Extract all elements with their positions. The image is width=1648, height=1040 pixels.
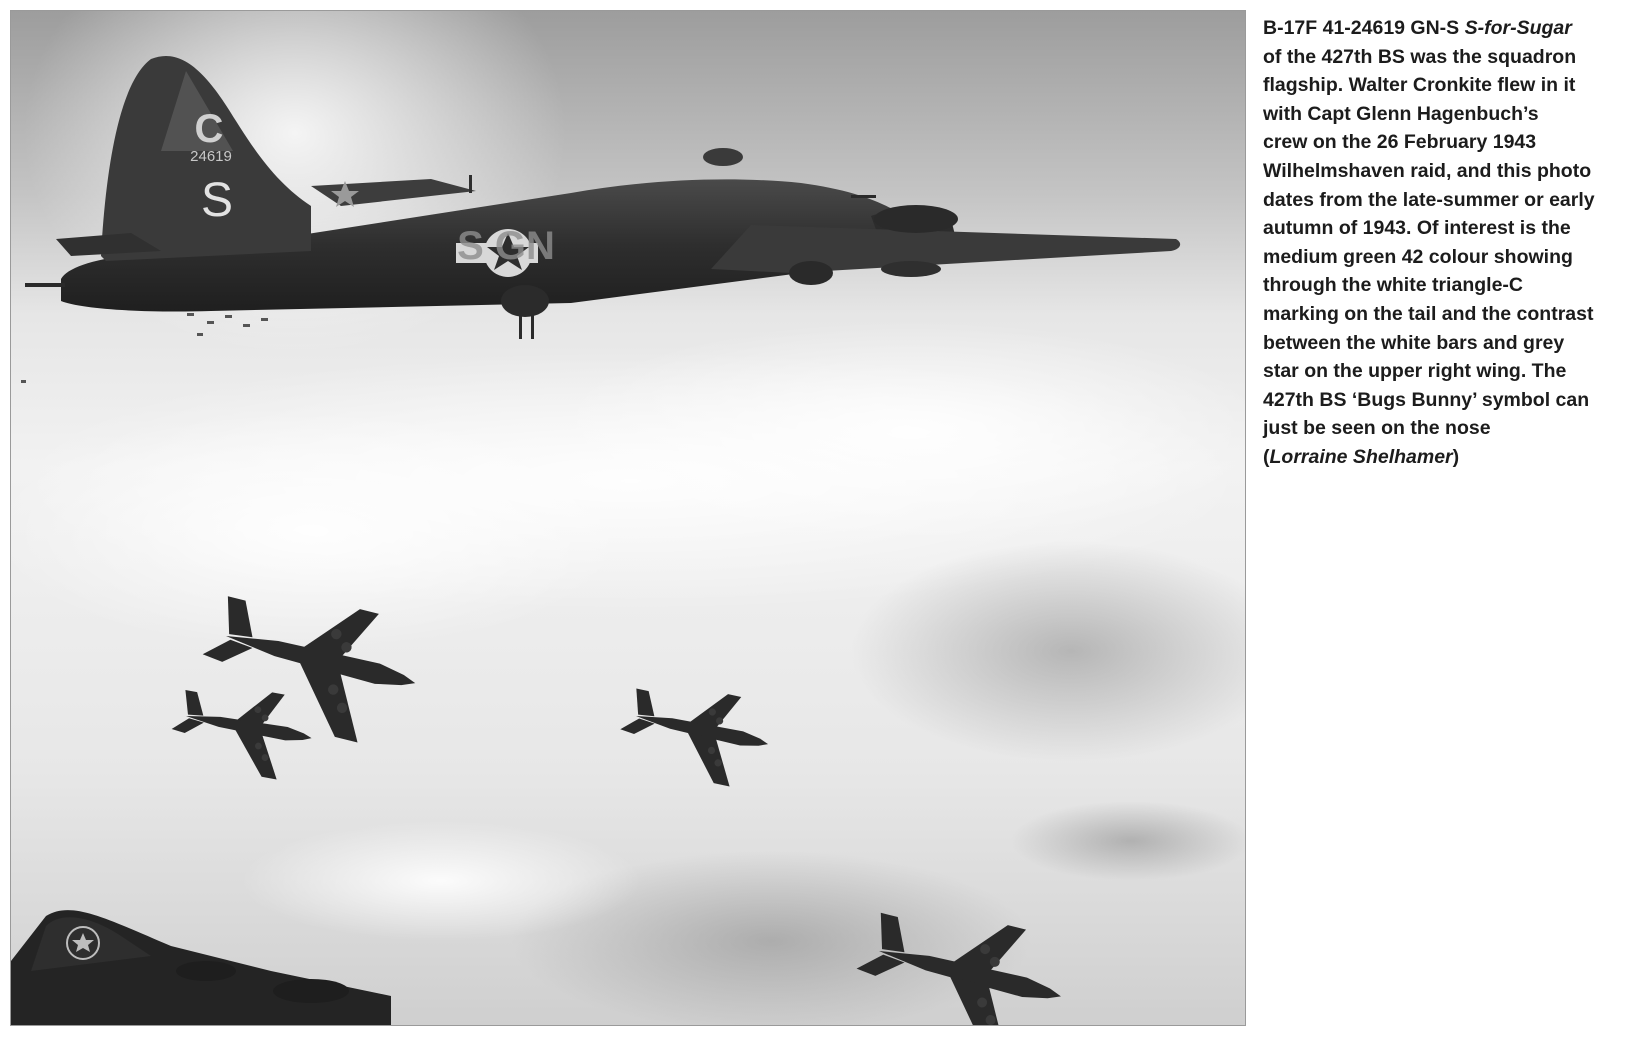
caption-line-2: of the 427th BS was the squadron (1263, 45, 1577, 68)
tail-code: S (200, 174, 234, 227)
caption-line-4: with Capt Glenn Hagenbuch’s (1263, 102, 1539, 125)
caption-line-6: Wilhelmshaven raid, and this photo (1263, 159, 1592, 182)
photograph (10, 10, 1246, 1026)
fuselage-code: S GN (457, 224, 555, 268)
caption-line-11: marking on the tail and the contrast (1263, 302, 1594, 325)
b17-formation-photo (11, 11, 1245, 1025)
caption-line-3: flagship. Walter Cronkite flew in it (1263, 74, 1576, 97)
caption-line-8: autumn of 1943. Of interest is the (1263, 217, 1571, 240)
caption-line-5: crew on the 26 February 1943 (1263, 131, 1537, 154)
photo-caption (1263, 14, 1643, 472)
caption-line-14: 427th BS ‘Bugs Bunny’ symbol can (1263, 388, 1590, 411)
caption-credit-line: (Lorraine Shelhamer) (1263, 445, 1460, 468)
photo-credit: Lorraine Shelhamer (1269, 445, 1453, 468)
caption-line-10: through the white triangle-C (1263, 274, 1523, 297)
tail-serial: 24619 (190, 148, 232, 165)
caption-line-7: dates from the late-summer or early (1263, 188, 1595, 211)
caption-line-9: medium green 42 colour showing (1263, 245, 1573, 268)
tail-letter: C (194, 107, 224, 151)
caption-line-12: between the white bars and grey (1263, 331, 1565, 354)
caption-line-13: star on the upper right wing. The (1263, 360, 1567, 383)
caption-line-1: B-17F 41-24619 GN-S S-for-Sugar (1263, 17, 1572, 39)
caption-line-15: just be seen on the nose (1263, 417, 1491, 440)
